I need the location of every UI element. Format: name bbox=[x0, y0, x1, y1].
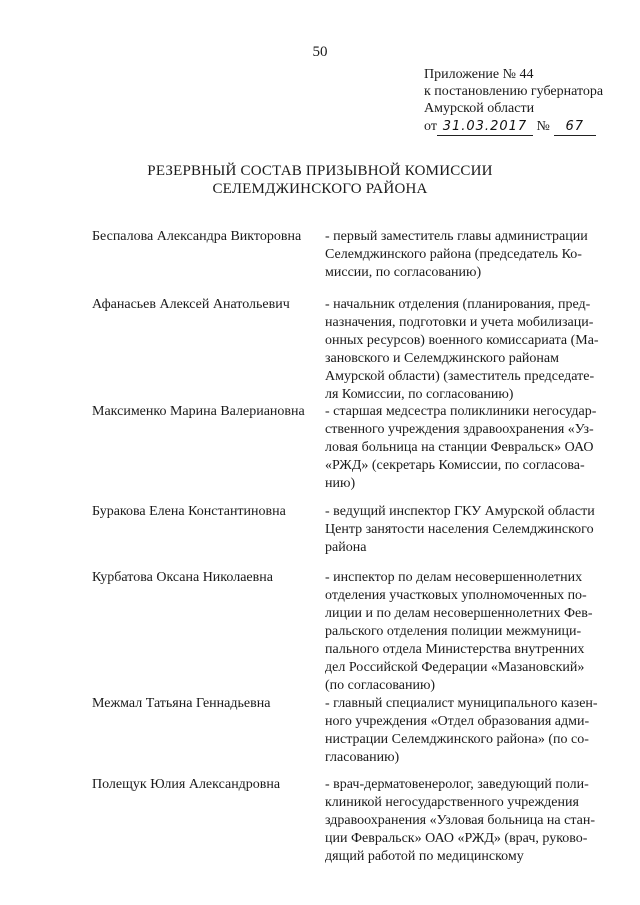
handwritten-date: 31.03.2017 bbox=[437, 118, 533, 136]
member-role bbox=[325, 776, 607, 866]
role-line: - ведущий инспектор ГКУ Амурской области bbox=[325, 504, 595, 519]
role-line: - первый заместитель главы администрации bbox=[325, 229, 588, 244]
role-line: онных ресурсов) военного комиссариата (Ма- bbox=[325, 333, 599, 348]
role-line: отделения участковых уполномоченных по- bbox=[325, 588, 587, 603]
role-line: здравоохранения «Узловая больница на стан- bbox=[325, 813, 595, 828]
member-name: Межмал Татьяна Геннадьевна bbox=[92, 696, 271, 711]
role-line: - инспектор по делам несовершеннолетних bbox=[325, 570, 583, 585]
role-line: дящий работой по медицинскому bbox=[325, 849, 524, 864]
member-name: Буракова Елена Константиновна bbox=[92, 504, 286, 519]
role-line: клиникой негосударственного учреждения bbox=[325, 795, 579, 810]
role-line: - врач-дерматовенеролог, заведующий поли- bbox=[325, 777, 589, 792]
role-line: Центр занятости населения Селемджинского bbox=[325, 522, 594, 537]
title-line-2: СЕЛЕМДЖИНСКОГО РАЙОНА bbox=[212, 181, 428, 197]
appendix-date-number-line bbox=[424, 118, 624, 136]
role-line: дел Российской Федерации «Мазановский» bbox=[325, 660, 585, 675]
handwritten-number: 67 bbox=[554, 118, 596, 136]
member-role bbox=[325, 695, 607, 767]
number-prefix: № bbox=[536, 119, 550, 134]
member-name: Беспалова Александра Викторовна bbox=[92, 229, 302, 244]
role-line: - главный специалист муниципального казен- bbox=[325, 696, 598, 711]
document-title bbox=[0, 162, 640, 198]
appendix-region: Амурской области bbox=[424, 101, 535, 116]
member-role bbox=[325, 296, 607, 404]
role-line: нию) bbox=[325, 476, 356, 491]
date-prefix: от bbox=[424, 119, 437, 134]
role-line: ции Февральск» ОАО «РЖД» (врач, руково- bbox=[325, 831, 588, 846]
role-line: миссии, по согласованию) bbox=[325, 265, 482, 280]
member-role bbox=[325, 503, 607, 557]
member-role bbox=[325, 403, 607, 493]
role-line: ловая больница на станции Февральск» ОАО bbox=[325, 440, 594, 455]
role-line: Селемджинского района (председатель Ко- bbox=[325, 247, 582, 262]
role-line: пального отдела Министерства внутренних bbox=[325, 642, 585, 657]
role-line: - старшая медсестра поликлиники негосудар- bbox=[325, 404, 597, 419]
page-number: 50 bbox=[312, 44, 328, 60]
role-line: ля Комиссии, по согласованию) bbox=[325, 387, 514, 402]
member-name: Полещук Юлия Александровна bbox=[92, 777, 281, 792]
appendix-block bbox=[424, 66, 624, 136]
member-role bbox=[325, 228, 607, 282]
role-line: Амурской области) (заместитель председате- bbox=[325, 369, 595, 384]
role-line: нистрации Селемджинского района» (по со- bbox=[325, 732, 589, 747]
role-line: ральского отделения полиции межмуници- bbox=[325, 624, 582, 639]
title-line-1: РЕЗЕРВНЫЙ СОСТАВ ПРИЗЫВНОЙ КОМИССИИ bbox=[147, 163, 493, 179]
role-line: назначения, подготовки и учета мобилизаци- bbox=[325, 315, 594, 330]
role-line: района bbox=[325, 540, 367, 555]
role-line: лиции и по делам несовершеннолетних Фев- bbox=[325, 606, 593, 621]
role-line: ного учреждения «Отдел образования адми- bbox=[325, 714, 590, 729]
role-line: «РЖД» (секретарь Комиссии, по согласова- bbox=[325, 458, 585, 473]
role-line: (по согласованию) bbox=[325, 678, 436, 693]
role-line: ственного учреждения здравоохранения «Уз- bbox=[325, 422, 594, 437]
member-role bbox=[325, 569, 607, 695]
appendix-title: Приложение № 44 bbox=[424, 67, 534, 82]
member-name: Афанасьев Алексей Анатольевич bbox=[92, 297, 290, 312]
member-name: Максименко Марина Валериановна bbox=[92, 404, 305, 419]
role-line: - начальник отделения (планирования, пред- bbox=[325, 297, 591, 312]
role-line: зановского и Селемджинского районам bbox=[325, 351, 559, 366]
member-name: Курбатова Оксана Николаевна bbox=[92, 570, 273, 585]
role-line: гласованию) bbox=[325, 750, 400, 765]
appendix-decree-ref: к постановлению губернатора bbox=[424, 84, 604, 99]
